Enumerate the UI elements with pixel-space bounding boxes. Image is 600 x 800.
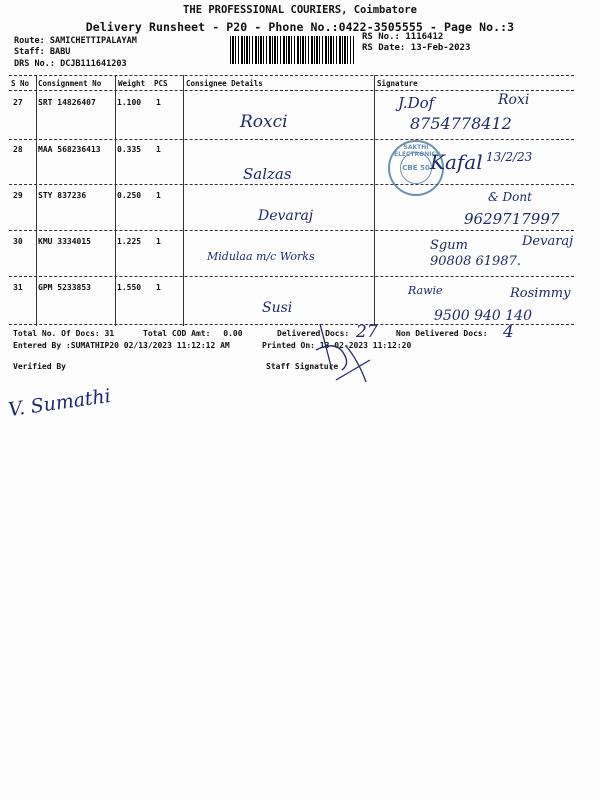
staff-line bbox=[14, 47, 70, 57]
row-weight: 0.250 bbox=[117, 191, 142, 200]
row-pcs: 1 bbox=[156, 237, 161, 246]
rs-date-label: RS Date: bbox=[362, 43, 406, 53]
rs-date-line bbox=[362, 43, 470, 53]
row-signature-c: 90808 61987. bbox=[430, 254, 521, 269]
row-signature-c: 9500 940 140 bbox=[434, 308, 532, 324]
row-pcs: 1 bbox=[156, 98, 161, 107]
row-pcs: 1 bbox=[156, 283, 161, 292]
row-rule bbox=[9, 184, 574, 185]
staff-signature-scribble bbox=[306, 320, 376, 386]
runsheet-title: Delivery Runsheet - P20 - Phone No.:0422-3505555 - Page No.:3 bbox=[85, 20, 515, 34]
column-divider bbox=[115, 75, 116, 326]
row-signature-a: & Dont bbox=[488, 190, 532, 204]
row-signature-b: 13/2/23 bbox=[486, 150, 533, 164]
row-signature-a: Rawie bbox=[408, 284, 443, 297]
column-divider bbox=[374, 75, 375, 326]
row-consignee: Devaraj bbox=[258, 208, 314, 224]
row-sno: 31 bbox=[13, 283, 23, 292]
row-weight: 0.335 bbox=[117, 145, 142, 154]
verifier-signature: V. Sumathi bbox=[6, 384, 113, 422]
header-rule bbox=[9, 90, 574, 91]
cod-value: 0.00 bbox=[223, 329, 243, 338]
column-divider bbox=[183, 75, 184, 326]
col-consignee: Consignee Details bbox=[186, 79, 263, 88]
row-rule bbox=[9, 139, 574, 140]
cod-label: Total COD Amt: bbox=[143, 329, 211, 338]
row-rule bbox=[9, 230, 574, 231]
row-signature-a: Kafal bbox=[430, 150, 483, 174]
col-weight: Weight bbox=[118, 79, 146, 88]
total-docs-value: 31 bbox=[104, 329, 115, 338]
route-label: Route: bbox=[14, 36, 45, 46]
delivered-value: 27 bbox=[356, 322, 378, 342]
row-signature-a: Sgum bbox=[430, 238, 468, 253]
row-signature-c: 8754778412 bbox=[410, 114, 512, 133]
company-title: THE PROFESSIONAL COURIERS, Coimbatore bbox=[183, 4, 417, 16]
rs-date-value: 13-Feb-2023 bbox=[410, 43, 471, 53]
row-signature-a: J.Dof bbox=[398, 94, 435, 112]
route-line bbox=[14, 36, 137, 46]
rs-no-label: RS No.: bbox=[362, 32, 400, 42]
row-sno: 29 bbox=[13, 191, 23, 200]
staff-value: BABU bbox=[49, 47, 71, 57]
row-rule bbox=[9, 276, 574, 277]
row-weight: 1.100 bbox=[117, 98, 142, 107]
row-consignee: Midulaa m/c Works bbox=[207, 250, 315, 263]
row-sno: 28 bbox=[13, 145, 23, 154]
col-consignment: Consignment No bbox=[38, 79, 102, 88]
table-bottom-rule bbox=[9, 324, 574, 325]
drs-label: DRS No.: bbox=[14, 59, 55, 69]
stamp-text: SAKTHI ELECTRONICS bbox=[394, 144, 441, 158]
total-docs-label: Total No. Of Docs: bbox=[13, 329, 100, 338]
row-consignment: STY 837236 bbox=[38, 191, 87, 200]
rs-no-value: 1116412 bbox=[405, 32, 444, 42]
rs-no-line bbox=[362, 32, 443, 42]
row-consignee: Salzas bbox=[243, 165, 292, 183]
verified-by-label: Verified By bbox=[13, 362, 66, 371]
row-signature-c: 9629717997 bbox=[464, 210, 560, 228]
stamp-date: CBE 50 bbox=[402, 164, 430, 172]
barcode-image bbox=[230, 36, 354, 64]
route-value: SAMICHETTIPALAYAM bbox=[49, 36, 137, 46]
row-sno: 30 bbox=[13, 237, 23, 246]
row-consignee: Susi bbox=[262, 300, 293, 316]
row-consignment: MAA 568236413 bbox=[38, 145, 101, 154]
col-signature: Signature bbox=[377, 79, 418, 88]
col-pcs: PCS bbox=[154, 79, 168, 88]
printed-on: Printed On: 13-02-2023 11:12:20 bbox=[262, 341, 412, 350]
table-top-rule bbox=[9, 75, 574, 76]
row-consignment: SRT 14826407 bbox=[38, 98, 96, 107]
row-signature-b: Rosimmy bbox=[510, 286, 571, 301]
staff-label: Staff: bbox=[14, 47, 45, 57]
row-consignment: KMU 3334015 bbox=[38, 237, 91, 246]
non-delivered-value: 4 bbox=[503, 322, 514, 342]
row-sno: 27 bbox=[13, 98, 23, 107]
total-cod bbox=[143, 329, 243, 338]
row-signature-b: Devaraj bbox=[522, 234, 574, 249]
row-consignment: GPM 5233853 bbox=[38, 283, 91, 292]
drs-line bbox=[14, 59, 127, 69]
drs-value: DCJB111641203 bbox=[60, 59, 127, 69]
row-weight: 1.550 bbox=[117, 283, 142, 292]
row-pcs: 1 bbox=[156, 191, 161, 200]
col-sno: S No bbox=[11, 79, 30, 88]
non-delivered-label: Non Delivered Docs: bbox=[396, 329, 488, 338]
row-signature-b: Roxi bbox=[498, 92, 530, 108]
row-consignee: Roxci bbox=[240, 112, 288, 132]
row-pcs: 1 bbox=[156, 145, 161, 154]
non-delivered-docs bbox=[396, 329, 488, 338]
delivered-label: Delivered Docs: bbox=[277, 329, 350, 338]
row-weight: 1.225 bbox=[117, 237, 142, 246]
total-docs bbox=[13, 329, 114, 338]
column-divider bbox=[36, 75, 37, 326]
entered-by: Entered By :SUMATHIP20 02/13/2023 11:12:12 AM bbox=[13, 341, 230, 350]
staff-signature-label: Staff Signature bbox=[266, 362, 339, 371]
